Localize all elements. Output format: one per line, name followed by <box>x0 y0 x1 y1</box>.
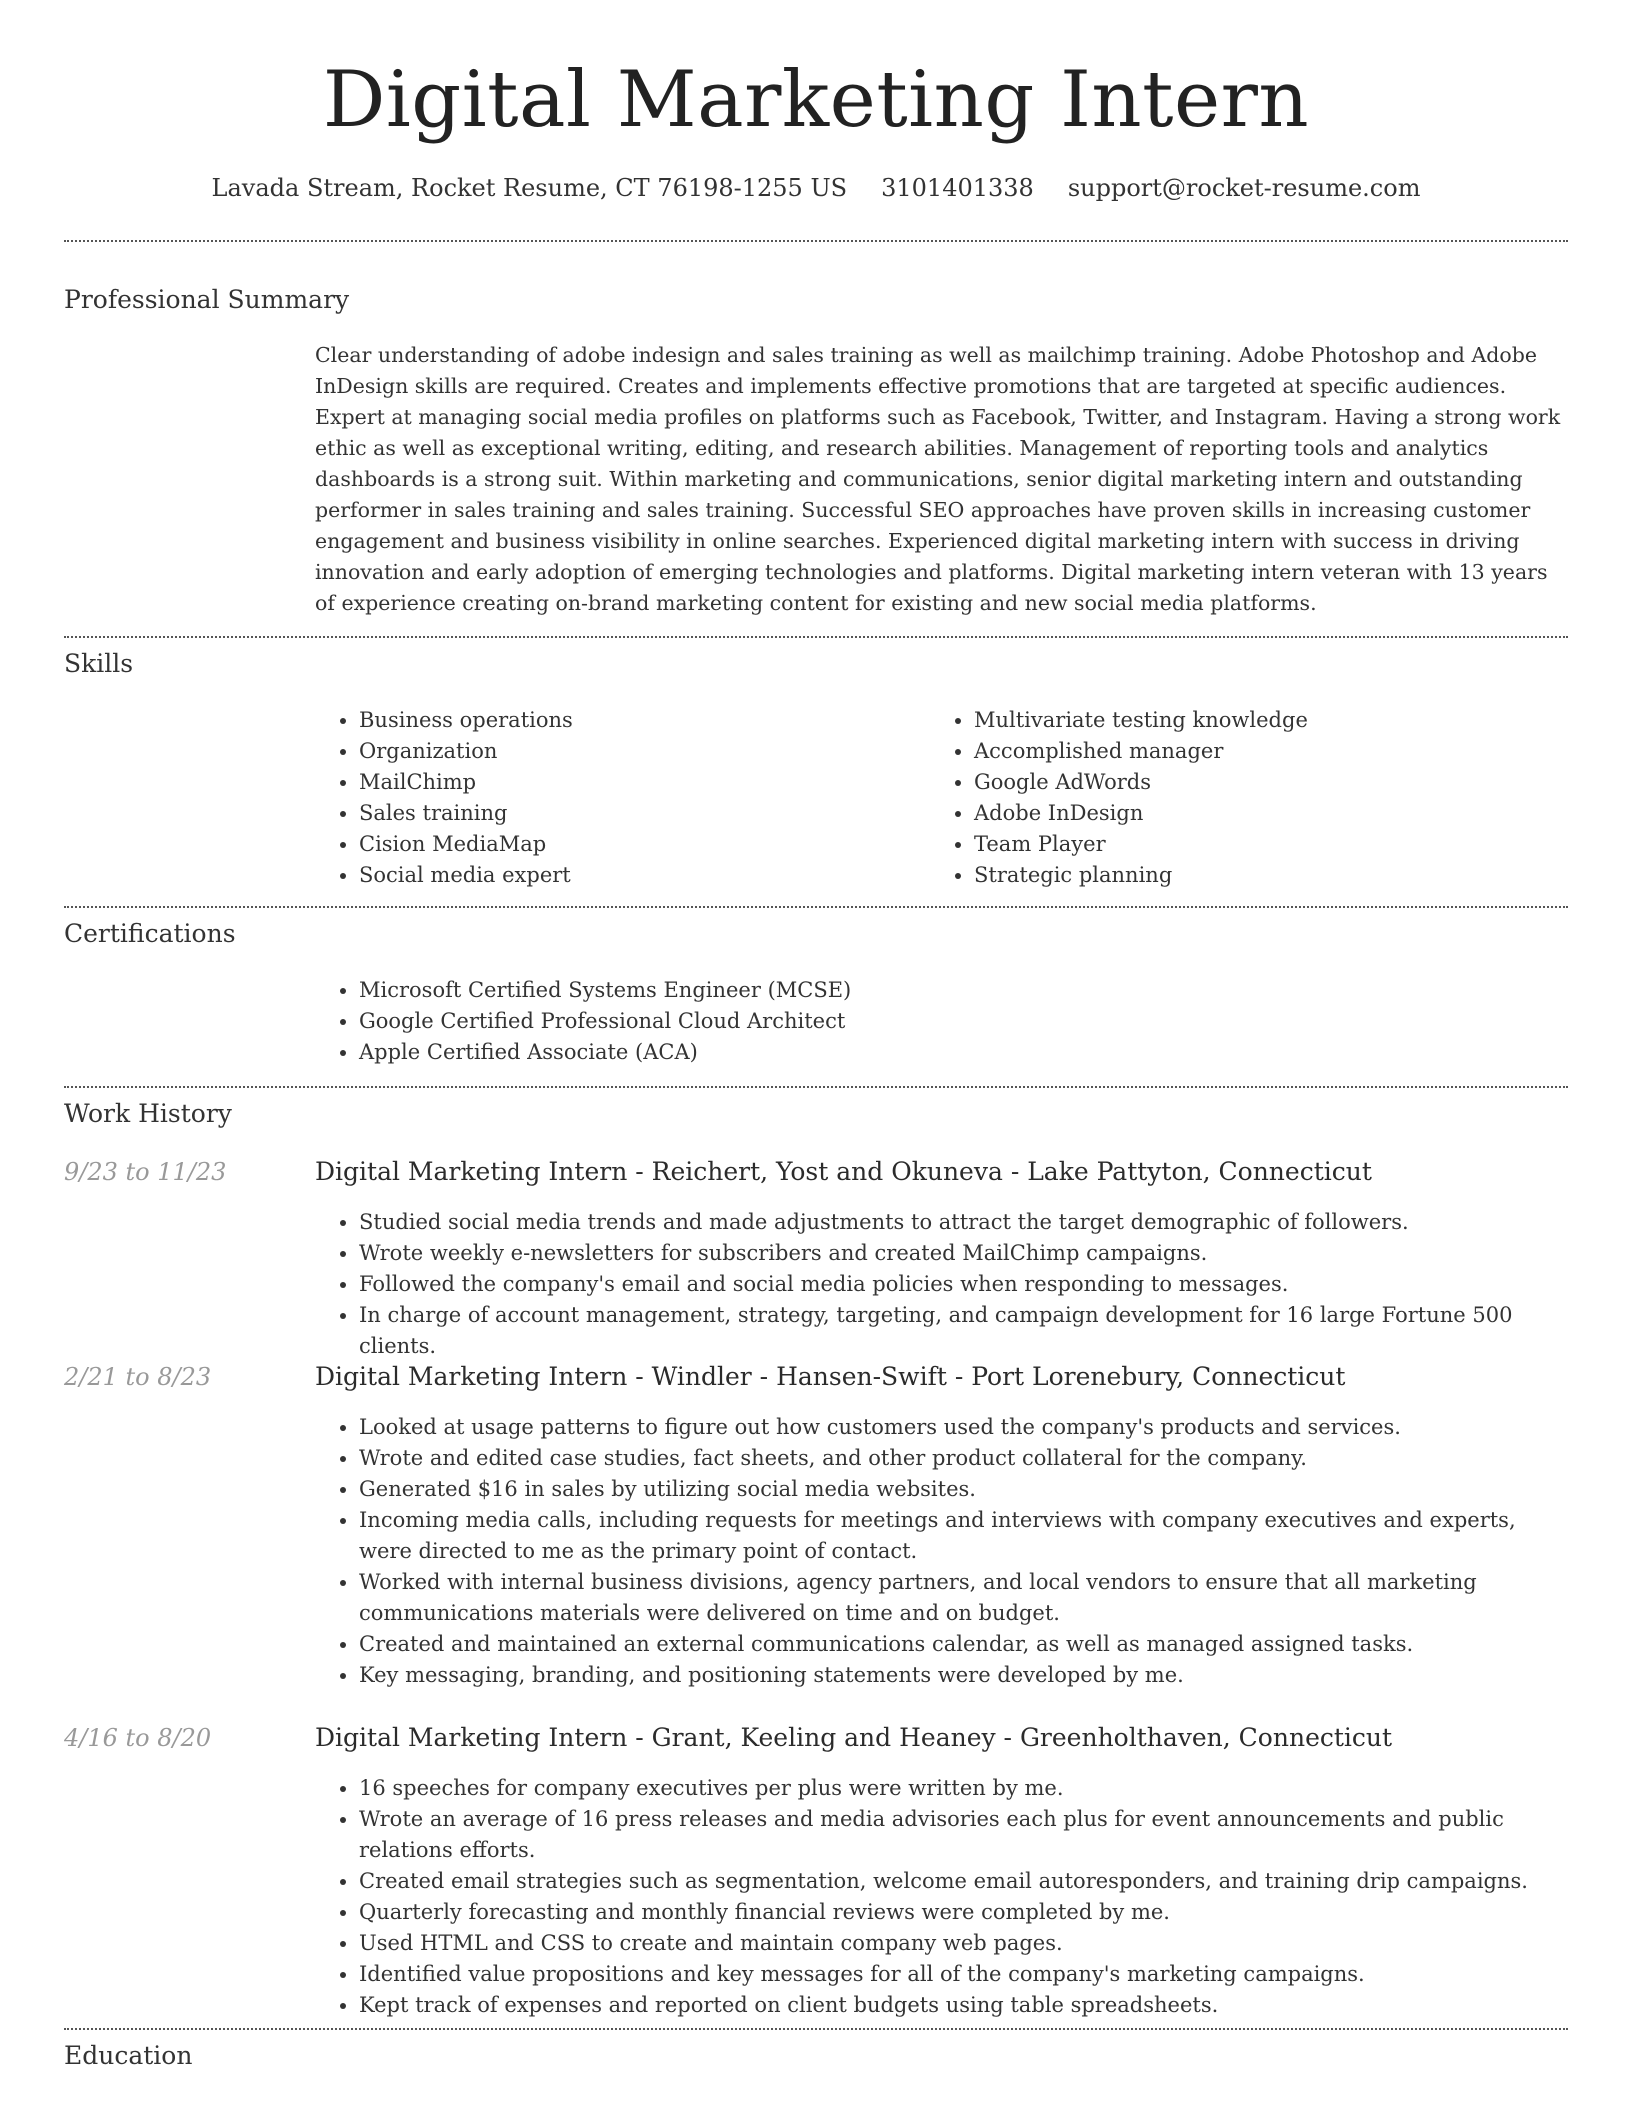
contact-email: support@rocket-resume.com <box>1067 174 1421 202</box>
job-bullets <box>315 1773 1565 2021</box>
job-dates: 9/23 to 11/23 <box>64 1158 227 1186</box>
job-heading: Digital Marketing Intern - Grant, Keeling and Heaney - Greenholthaven, Connecticut <box>315 1723 1393 1752</box>
job-dates: 4/16 to 8/20 <box>64 1724 212 1752</box>
contact-address: Lavada Stream, Rocket Resume, CT 76198-1255 US <box>211 174 848 202</box>
skills-column-right <box>930 705 1560 891</box>
section-title-work-history: Work History <box>64 1099 232 1128</box>
job-bullet: • Generated $16 in sales by utilizing social media websites. <box>359 1474 1565 1505</box>
job-bullet: • Created email strategies such as segmentation, welcome email autoresponders, and training drip campaigns. <box>359 1866 1565 1897</box>
skill-item: • MailChimp <box>359 767 915 798</box>
skill-item: • Social media expert <box>359 860 915 891</box>
skill-item: • Cision MediaMap <box>359 829 915 860</box>
job-bullet: • Wrote weekly e-newsletters for subscribers and created MailChimp campaigns. <box>359 1238 1565 1269</box>
skills-column-left <box>315 705 915 891</box>
skill-item: • Google AdWords <box>974 767 1560 798</box>
divider <box>64 906 1568 908</box>
divider <box>64 240 1568 242</box>
skill-item: • Organization <box>359 736 915 767</box>
resume-name: Digital Marketing Intern <box>322 55 1310 145</box>
skill-item: • Accomplished manager <box>974 736 1560 767</box>
divider <box>64 636 1568 638</box>
job-bullet: • Worked with internal business divisions, agency partners, and local vendors to ensure that all marketing communications materials were delivered on time and on budget. <box>359 1567 1565 1629</box>
job-bullets <box>315 1412 1565 1691</box>
divider <box>64 1086 1568 1088</box>
job-bullet: • Created and maintained an external communications calendar, as well as managed assigned tasks. <box>359 1629 1565 1660</box>
skill-item: • Adobe InDesign <box>974 798 1560 829</box>
job-dates: 2/21 to 8/23 <box>64 1363 212 1391</box>
section-title-summary: Professional Summary <box>64 285 350 314</box>
certification-item: • Microsoft Certified Systems Engineer (MCSE) <box>359 975 1565 1006</box>
skill-item: • Strategic planning <box>974 860 1560 891</box>
job-bullet: • Studied social media trends and made adjustments to attract the target demographic of followers. <box>359 1207 1565 1238</box>
job-bullets <box>315 1207 1565 1362</box>
skill-item: • Business operations <box>359 705 915 736</box>
contact-phone: 3101401338 <box>881 174 1034 202</box>
job-bullet: • Identified value propositions and key messages for all of the company's marketing campaigns. <box>359 1959 1565 1990</box>
section-title-skills: Skills <box>64 649 134 678</box>
job-heading: Digital Marketing Intern - Reichert, Yost and Okuneva - Lake Pattyton, Connecticut <box>315 1157 1372 1186</box>
job-heading: Digital Marketing Intern - Windler - Hansen-Swift - Port Lorenebury, Connecticut <box>315 1362 1346 1391</box>
contact-line <box>0 170 1632 206</box>
job-bullet: • Looked at usage patterns to figure out how customers used the company's products and services. <box>359 1412 1565 1443</box>
section-title-education: Education <box>64 2041 193 2070</box>
job-bullet: • In charge of account management, strategy, targeting, and campaign development for 16 large Fortune 500 clients. <box>359 1300 1565 1362</box>
job-bullet: • Incoming media calls, including requests for meetings and interviews with company executives and experts, were directed to me as the primary point of contact. <box>359 1505 1565 1567</box>
job-bullet: • Followed the company's email and social media policies when responding to messages. <box>359 1269 1565 1300</box>
job-bullet: • 16 speeches for company executives per plus were written by me. <box>359 1773 1565 1804</box>
job-bullet: • Quarterly forecasting and monthly financial reviews were completed by me. <box>359 1897 1565 1928</box>
job-bullet: • Wrote and edited case studies, fact sheets, and other product collateral for the company. <box>359 1443 1565 1474</box>
skill-item: • Sales training <box>359 798 915 829</box>
skill-item: • Multivariate testing knowledge <box>974 705 1560 736</box>
summary-text: Clear understanding of adobe indesign and sales training as well as mailchimp training. Adobe Photoshop and Adobe InDesign skills are required. Creates and implements effective promotions that are targeted at specific audiences. Expert at managing social media profiles on platforms such as Facebook, Twitter, and Instagram. Having a strong work ethic as well as exceptional writing, editing, and research abilities. Management of reporting tools and analytics dashboards is a strong suit. Within marketing and communications, senior digital marketing intern and outstanding performer in sales training and sales training. Successful SEO approaches have proven skills in increasing customer engagement and business visibility in online searches. Experienced digital marketing intern with success in driving innovation and early adoption of emerging technologies and platforms. Digital marketing intern veteran with 13 years of experience creating on-brand marketing content for existing and new social media platforms. <box>315 343 1561 615</box>
certifications-list <box>315 975 1565 1068</box>
section-title-certifications: Certifications <box>64 919 236 948</box>
certification-item: • Google Certified Professional Cloud Architect <box>359 1006 1565 1037</box>
skill-item: • Team Player <box>974 829 1560 860</box>
job-bullet: • Used HTML and CSS to create and maintain company web pages. <box>359 1928 1565 1959</box>
job-bullet: • Key messaging, branding, and positioning statements were developed by me. <box>359 1660 1565 1691</box>
job-bullet: • Wrote an average of 16 press releases and media advisories each plus for event announcements and public relations efforts. <box>359 1804 1565 1866</box>
divider <box>64 2028 1568 2030</box>
job-bullet: • Kept track of expenses and reported on client budgets using table spreadsheets. <box>359 1990 1565 2021</box>
certification-item: • Apple Certified Associate (ACA) <box>359 1037 1565 1068</box>
